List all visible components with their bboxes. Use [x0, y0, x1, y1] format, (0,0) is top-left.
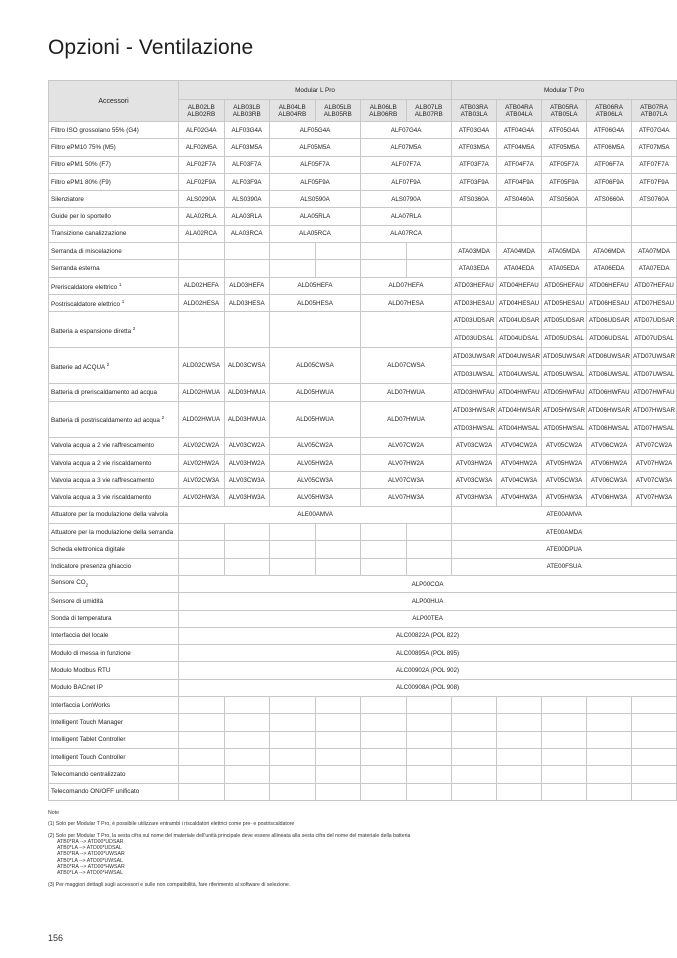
table-row — [49, 766, 677, 783]
table-cell: ALD05HWUA — [270, 384, 361, 401]
header-modular-l: Modular L Pro — [179, 81, 452, 100]
table-row — [49, 489, 677, 506]
table-cell: ALP00TEA — [179, 610, 677, 627]
table-cell: ATD05HESAU — [542, 294, 587, 311]
table-cell: ALF07F7A — [361, 156, 452, 173]
table-cell: ATV05HW3A — [542, 489, 587, 506]
table-row — [49, 173, 677, 190]
table-cell: ATD05HWSAR — [542, 401, 587, 419]
page-title: Opzioni - Ventilazione — [48, 36, 254, 59]
table-row — [49, 208, 677, 225]
table-cell: ATF07G4A — [632, 122, 677, 139]
model-header: ALB05LB ALB05RB — [315, 100, 361, 122]
row-label: Serranda di miscelazione — [49, 243, 179, 260]
table-cell: ALD05HWUA — [270, 401, 361, 437]
table-cell: ALS0590A — [270, 191, 361, 208]
table-cell: ATS0660A — [587, 191, 632, 208]
table-row — [49, 748, 677, 765]
table-cell: ATD07UDSAR — [632, 312, 677, 330]
table-cell: ATE00DPUA — [452, 541, 677, 558]
table-cell: ATD03HESAU — [452, 294, 497, 311]
row-label: Filtro ISO grossolano 55% (G4) — [49, 122, 179, 139]
table-cell: ALA03RLA — [224, 208, 270, 225]
table-cell: ALF07G4A — [361, 122, 452, 139]
table-cell: ALD07HWUA — [361, 384, 452, 401]
table-cell: ATA03MDA — [452, 243, 497, 260]
table-cell: ATD03HWSAL — [452, 419, 497, 437]
table-cell: ATD06HEFAU — [587, 277, 632, 294]
table-cell: ATA04EDA — [497, 260, 542, 277]
table-cell: ATF05M5A — [542, 139, 587, 156]
table-cell: ALD03HEFA — [224, 277, 270, 294]
row-label: Modulo di messa in funzione — [49, 645, 179, 662]
row-label: Telecomando ON/OFF unificato — [49, 783, 179, 800]
table-cell: ALD03HWUA — [224, 384, 270, 401]
row-label: Valvola acqua a 3 vie raffrescamento — [49, 472, 179, 489]
table-row — [49, 191, 677, 208]
table-cell: ALV02HW2A — [179, 454, 225, 471]
table-cell: ATD07HWSAL — [632, 419, 677, 437]
table-cell: ATD06UWSAR — [587, 348, 632, 366]
table-cell: ATV07CW3A — [632, 472, 677, 489]
table-cell: ALA07RCA — [361, 225, 452, 242]
table-cell: ATD06HWSAR — [587, 401, 632, 419]
table-cell: ATD04HWFAU — [497, 384, 542, 401]
table-cell: ATS0560A — [542, 191, 587, 208]
table-cell: ALC00902A (POL 902) — [179, 662, 677, 679]
table-cell: ALV02CW2A — [179, 437, 225, 454]
table-cell: ALV03HW3A — [224, 489, 270, 506]
table-cell: ALV07CW3A — [361, 472, 452, 489]
table-cell: ATD05UWSAL — [542, 366, 587, 384]
row-label: Attuatore per la modulazione della valvola — [49, 506, 179, 523]
table-cell: ALV05HW2A — [270, 454, 361, 471]
table-cell: ALF02G4A — [179, 122, 225, 139]
table-cell: ATD07HEFAU — [632, 277, 677, 294]
table-cell: ALD03CWSA — [224, 348, 270, 384]
row-label: Filtro ePM10 75% (M5) — [49, 139, 179, 156]
table-cell: ATF06M5A — [587, 139, 632, 156]
model-header: ATB06RA ATB06LA — [587, 100, 632, 122]
table-cell: ALV05CW2A — [270, 437, 361, 454]
table-cell: ALA07RLA — [361, 208, 452, 225]
table-cell: ATD06UWSAL — [587, 366, 632, 384]
table-cell: ATD03UDSAR — [452, 312, 497, 330]
table-row — [49, 506, 677, 523]
table-row — [49, 243, 677, 260]
table-cell: ATV04HW3A — [497, 489, 542, 506]
table-cell: ATF04F7A — [497, 156, 542, 173]
table-cell: ALD05HEFA — [270, 277, 361, 294]
table-cell: ATV05CW3A — [542, 472, 587, 489]
table-cell: ALF02F7A — [179, 156, 225, 173]
table-cell: ATD05HWFAU — [542, 384, 587, 401]
table-row — [49, 610, 677, 627]
table-cell: ATF07F7A — [632, 156, 677, 173]
table-cell: ALD07CWSA — [361, 348, 452, 384]
table-cell: ALC00895A (POL 895) — [179, 645, 677, 662]
table-row — [49, 575, 677, 592]
row-label: Sensore $CO_2$ — [49, 575, 179, 592]
table-cell: ALV07CW2A — [361, 437, 452, 454]
table-cell: ALD02HWUA — [179, 384, 225, 401]
note-2: (2) Solo per Modular T Pro, la sesta cifra sul nome del materiale dell'unità principale deve essere allineata alla sesta cifra del nome del materiale della batteria ATB0*RA --> ATD00*UDSAR ATB0*LA --> ATD00*UDSAL ATB0*RA --> ATD00*UWSAR ATB0*LA --> ATD00*UWSAL ATB0*RA --> ATD00*HWSAR ATB0*LA --> ATD00*HWSAL — [48, 832, 411, 877]
table-cell: ATD03UWSAL — [452, 366, 497, 384]
table-cell: ALA02RLA — [179, 208, 225, 225]
table-cell: ATV05CW2A — [542, 437, 587, 454]
row-label: Intelligent Touch Manager — [49, 714, 179, 731]
table-cell: ATD07HWFAU — [632, 384, 677, 401]
table-cell: ATD07UWSAL — [632, 366, 677, 384]
table-row — [49, 679, 677, 696]
table-cell: ATF04F9A — [497, 173, 542, 190]
table-row — [49, 662, 677, 679]
table-row — [49, 122, 677, 139]
table-cell: ATV04HW2A — [497, 454, 542, 471]
table-cell: ATD07HWSAR — [632, 401, 677, 419]
table-row — [49, 645, 677, 662]
table-cell: ATD04HEFAU — [497, 277, 542, 294]
row-label: Indicatore presenza ghiaccio — [49, 558, 179, 575]
table-cell: ALD07HEFA — [361, 277, 452, 294]
table-cell: ALV02CW3A — [179, 472, 225, 489]
table-cell: ATE00FSUA — [452, 558, 677, 575]
model-header: ALB07LB ALB07RB — [406, 100, 452, 122]
row-label: Guide per lo sportello — [49, 208, 179, 225]
table-cell: ALV03HW2A — [224, 454, 270, 471]
table-cell: ATD05UDSAR — [542, 312, 587, 330]
table-cell: ATA07MDA — [632, 243, 677, 260]
row-label: Intelligent Touch Controller — [49, 748, 179, 765]
table-cell: ATF06F7A — [587, 156, 632, 173]
table-row — [49, 697, 677, 714]
table-row — [49, 384, 677, 401]
table-cell: ALF03G4A — [224, 122, 270, 139]
table-cell: ATV07HW2A — [632, 454, 677, 471]
table-cell: ATD03UWSAR — [452, 348, 497, 366]
row-label: Filtro ePM1 80% (F9) — [49, 173, 179, 190]
table-cell: ATD05UWSAR — [542, 348, 587, 366]
table-row — [49, 731, 677, 748]
table-cell: ALD02HESA — [179, 294, 225, 311]
table-cell: ATV07HW3A — [632, 489, 677, 506]
table-cell: ATV04CW2A — [497, 437, 542, 454]
table-row — [49, 348, 677, 366]
table-row — [49, 294, 677, 311]
model-header: ATB05RA ATB05LA — [542, 100, 587, 122]
table-cell: ATD05HEFAU — [542, 277, 587, 294]
note-3: (3) Per maggiori dettagli sugli accessori e sulle non compatibilità, fare riferimento al software di selezione. — [48, 881, 291, 888]
row-label: Batterie ad ACQUA $^2$ — [49, 348, 179, 384]
table-cell: ATF07M5A — [632, 139, 677, 156]
table-row — [49, 593, 677, 610]
table-cell: ATD07UDSAL — [632, 330, 677, 348]
table-cell: ATF04M5A — [497, 139, 542, 156]
table-cell: ATD04UWSAR — [497, 348, 542, 366]
table-cell: ATD03HWFAU — [452, 384, 497, 401]
row-label: Modulo BACnet IP — [49, 679, 179, 696]
model-header: ALB06LB ALB06RB — [361, 100, 407, 122]
table-cell: ATD05HWSAL — [542, 419, 587, 437]
table-row — [49, 454, 677, 471]
row-label: Serranda esterna — [49, 260, 179, 277]
table-cell: ALA02RCA — [179, 225, 225, 242]
table-cell: ATF03F7A — [452, 156, 497, 173]
table-cell: ATD04UDSAR — [497, 312, 542, 330]
table-cell: ATA06EDA — [587, 260, 632, 277]
table-cell: ATA04MDA — [497, 243, 542, 260]
table-cell: ATD03UDSAL — [452, 330, 497, 348]
table-row — [49, 627, 677, 644]
table-row — [49, 225, 677, 242]
table-cell: ALV05HW3A — [270, 489, 361, 506]
table-cell: ATF07F9A — [632, 173, 677, 190]
row-label: Valvola acqua a 2 vie riscaldamento — [49, 454, 179, 471]
model-header: ATB07RA ATB07LA — [632, 100, 677, 122]
table-cell: ALF05M5A — [270, 139, 361, 156]
row-label: Scheda elettronica digitale — [49, 541, 179, 558]
table-cell: ALA05RLA — [270, 208, 361, 225]
table-cell: ALS0390A — [224, 191, 270, 208]
table-cell: ATV03CW2A — [452, 437, 497, 454]
table-cell: ATV06CW3A — [587, 472, 632, 489]
table-cell: ATD06HWSAL — [587, 419, 632, 437]
row-label: Modulo Modbus RTU — [49, 662, 179, 679]
table-cell: ALC00908A (POL 908) — [179, 679, 677, 696]
table-cell: ATD03HWSAR — [452, 401, 497, 419]
table-cell: ALP00HUA — [179, 593, 677, 610]
model-header: ATB03RA ATB03LA — [452, 100, 497, 122]
table-row — [49, 524, 677, 541]
table-cell: ATA05MDA — [542, 243, 587, 260]
table-cell: ATD04HWSAL — [497, 419, 542, 437]
table-cell: ATV03HW3A — [452, 489, 497, 506]
table-cell: ALF05F7A — [270, 156, 361, 173]
table-cell: ALV03CW2A — [224, 437, 270, 454]
table-row — [49, 558, 677, 575]
accessories-table — [48, 80, 677, 801]
table-cell: ATD03HEFAU — [452, 277, 497, 294]
table-cell: ALD05HESA — [270, 294, 361, 311]
table-cell: ALF03F7A — [224, 156, 270, 173]
table-cell: ALF07M5A — [361, 139, 452, 156]
table-cell: ATD04HESAU — [497, 294, 542, 311]
table-cell: ALC00822A (POL 822) — [179, 627, 677, 644]
table-row — [49, 139, 677, 156]
table-row — [49, 401, 677, 419]
header-modular-t: Modular T Pro — [452, 81, 677, 100]
notes-heading: Note — [48, 810, 59, 816]
table-cell: ATF05F9A — [542, 173, 587, 190]
table-cell: ATA05EDA — [542, 260, 587, 277]
table-cell: ATF03G4A — [452, 122, 497, 139]
table-cell: ATD05UDSAL — [542, 330, 587, 348]
table-cell: ATV03HW2A — [452, 454, 497, 471]
model-header: ATB04RA ATB04LA — [497, 100, 542, 122]
table-cell: ALV07HW3A — [361, 489, 452, 506]
table-cell: ATD07HESAU — [632, 294, 677, 311]
table-cell: ATA07EDA — [632, 260, 677, 277]
table-cell: ATV06HW3A — [587, 489, 632, 506]
table-cell: ATA06MDA — [587, 243, 632, 260]
table-cell: ALA03RCA — [224, 225, 270, 242]
table-cell: ALF07F9A — [361, 173, 452, 190]
table-cell: ALD02CWSA — [179, 348, 225, 384]
table-cell: ALF03F9A — [224, 173, 270, 190]
table-row — [49, 472, 677, 489]
table-cell: ATV06CW2A — [587, 437, 632, 454]
table-cell: ATE00AMVA — [452, 506, 677, 523]
table-cell: ATA03EDA — [452, 260, 497, 277]
table-row — [49, 437, 677, 454]
table-cell: ATS0760A — [632, 191, 677, 208]
note-1: (1) Solo per Modular T Pro, è possibile utilizzare entrambi i riscaldatori elettrici come pre- e postriscaldatore — [48, 821, 295, 828]
row-label: Intelligent Tablet Controller — [49, 731, 179, 748]
table-cell: ATF04G4A — [497, 122, 542, 139]
table-cell: ATF03M5A — [452, 139, 497, 156]
table-row — [49, 277, 677, 294]
table-cell: ATF03F9A — [452, 173, 497, 190]
table-cell: ALV07HW2A — [361, 454, 452, 471]
table-cell: ATS0360A — [452, 191, 497, 208]
table-cell: ALV03CW3A — [224, 472, 270, 489]
table-cell: ATF05G4A — [542, 122, 587, 139]
row-label: Sensore di umidità — [49, 593, 179, 610]
row-label: Transizione canalizzazione — [49, 225, 179, 242]
table-cell: ATV05HW2A — [542, 454, 587, 471]
table-cell: ATD04UWSAL — [497, 366, 542, 384]
table-row — [49, 714, 677, 731]
table-cell: ATF06G4A — [587, 122, 632, 139]
table-cell: ALF05G4A — [270, 122, 361, 139]
table-cell: ALE00AMVA — [179, 506, 452, 523]
table-cell: ALS0790A — [361, 191, 452, 208]
table-row — [49, 783, 677, 800]
table-cell: ATV06HW2A — [587, 454, 632, 471]
table-cell: ALD05CWSA — [270, 348, 361, 384]
table-cell: ATE00AMDA — [452, 524, 677, 541]
table-row — [49, 260, 677, 277]
row-label: Interfaccia del locale — [49, 627, 179, 644]
model-header: ALB04LB ALB04RB — [270, 100, 316, 122]
row-label: Filtro ePM1 50% (F7) — [49, 156, 179, 173]
table-row — [49, 312, 677, 330]
row-label: Batteria a espansione diretta $^2$ — [49, 312, 179, 348]
table-cell: ATD06HESAU — [587, 294, 632, 311]
table-cell: ALF02F9A — [179, 173, 225, 190]
table-cell: ALD02HEFA — [179, 277, 225, 294]
table-cell: ALD03HESA — [224, 294, 270, 311]
table-cell: ATD04UDSAL — [497, 330, 542, 348]
header-accessori: Accessori — [49, 81, 179, 122]
table-cell: ATV03CW3A — [452, 472, 497, 489]
row-label: Telecomando centralizzato — [49, 766, 179, 783]
table-cell: ALP00COA — [179, 575, 677, 592]
table-row — [49, 156, 677, 173]
table-cell: ALA05RCA — [270, 225, 361, 242]
row-label: Valvola acqua a 2 vie raffrescamento — [49, 437, 179, 454]
notes-section — [48, 810, 648, 893]
model-header: ALB02LB ALB02RB — [179, 100, 225, 122]
table-cell: ATD06UDSAR — [587, 312, 632, 330]
table-cell: ATD07UWSAR — [632, 348, 677, 366]
table-cell: ALD07HWUA — [361, 401, 452, 437]
table-cell: ALD03HWUA — [224, 401, 270, 437]
table-cell: ATF05F7A — [542, 156, 587, 173]
table-cell: ALF03M5A — [224, 139, 270, 156]
table-cell: ALV05CW3A — [270, 472, 361, 489]
page-number: 156 — [48, 933, 64, 943]
table-cell: ATD06UDSAL — [587, 330, 632, 348]
table-cell: ALV02HW3A — [179, 489, 225, 506]
table-cell: ALS0290A — [179, 191, 225, 208]
table-cell: ATD06HWFAU — [587, 384, 632, 401]
table-cell: ATS0460A — [497, 191, 542, 208]
table-cell: ALF05F9A — [270, 173, 361, 190]
table-cell: ATV04CW3A — [497, 472, 542, 489]
row-label: Interfaccia LonWorks — [49, 697, 179, 714]
table-cell: ATF06F9A — [587, 173, 632, 190]
table-cell: ALF02M5A — [179, 139, 225, 156]
table-cell: ALD02HWUA — [179, 401, 225, 437]
table-cell: ATD04HWSAR — [497, 401, 542, 419]
row-label: Preriscaldatore elettrico $^1$ — [49, 277, 179, 294]
row-label: Sonda di temperatura — [49, 610, 179, 627]
row-label: Postriscaldatore elettrico $^1$ — [49, 294, 179, 311]
row-label: Batteria di postriscaldamento ad acqua $^2$ — [49, 401, 179, 437]
row-label: Batteria di preriscaldamento ad acqua — [49, 384, 179, 401]
table-cell: ATV07CW2A — [632, 437, 677, 454]
row-label: Attuatore per la modulazione della serranda — [49, 524, 179, 541]
row-label: Valvola acqua a 3 vie riscaldamento — [49, 489, 179, 506]
row-label: Silenziatore — [49, 191, 179, 208]
table-row — [49, 541, 677, 558]
table-cell: ALD07HESA — [361, 294, 452, 311]
model-header: ALB03LB ALB03RB — [224, 100, 270, 122]
